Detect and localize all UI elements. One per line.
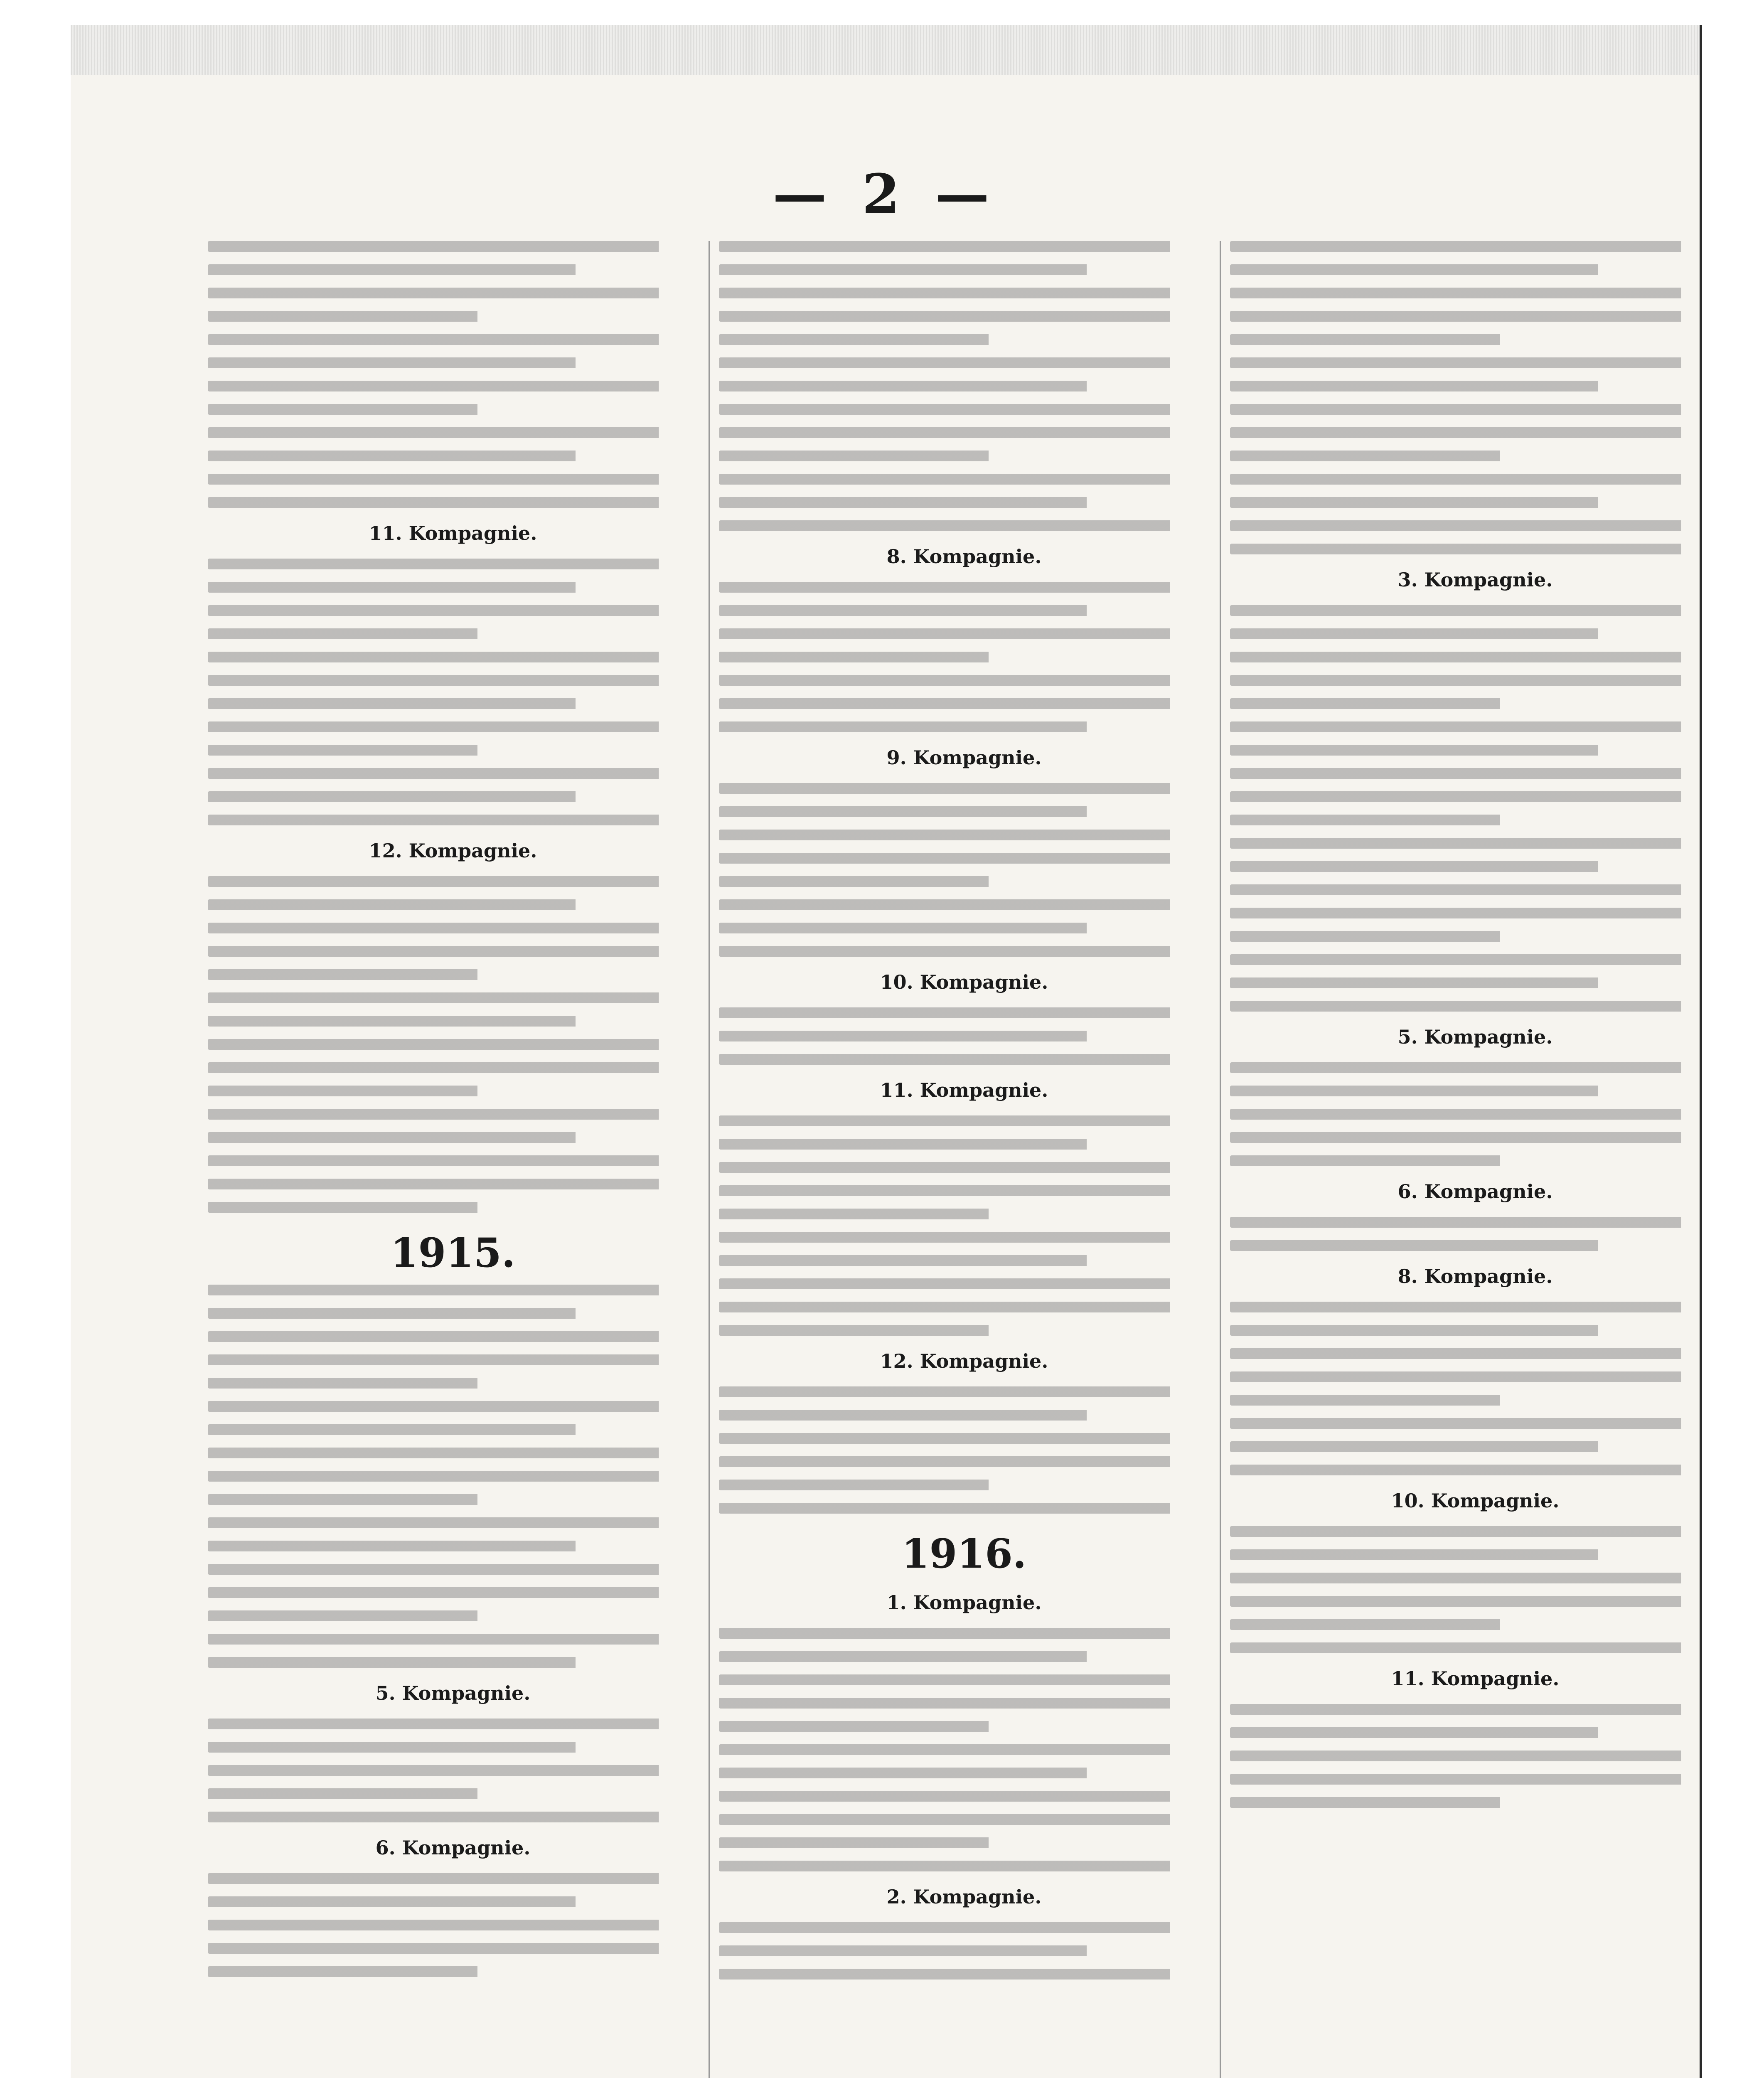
text-line (208, 1765, 698, 1776)
text-line (208, 1308, 698, 1319)
text-line (719, 334, 1209, 345)
text-line (1230, 1240, 1720, 1251)
text-line (719, 1255, 1209, 1266)
column-1 (208, 241, 698, 2078)
text-line (1230, 1132, 1720, 1143)
text-line (208, 451, 698, 461)
text-line (719, 311, 1209, 322)
text-line (1230, 1573, 1720, 1583)
text-line (1230, 791, 1720, 802)
text-line (719, 1861, 1209, 1871)
text-line (1230, 1155, 1720, 1166)
text-line (1230, 605, 1720, 616)
text-line (208, 1378, 698, 1389)
text-line (1230, 721, 1720, 732)
text-line (208, 1062, 698, 1073)
section-heading: 8. Kompagnie. (1397, 1265, 1553, 1288)
text-line (1230, 1774, 1720, 1785)
section-heading: 3. Kompagnie. (1397, 569, 1553, 591)
text-line (719, 497, 1209, 508)
section-heading: 11. Kompagnie. (369, 522, 537, 544)
text-line (1230, 1549, 1720, 1560)
column-3 (1230, 241, 1720, 2078)
text-line (208, 1202, 698, 1213)
text-line (719, 1837, 1209, 1848)
text-line (208, 1541, 698, 1551)
text-line (719, 451, 1209, 461)
text-line (719, 1814, 1209, 1825)
text-line (1230, 334, 1720, 345)
text-line (1230, 1751, 1720, 1761)
text-line (1230, 1596, 1720, 1607)
text-line (719, 1698, 1209, 1709)
text-line (208, 628, 698, 639)
text-line (719, 357, 1209, 368)
text-line (208, 1179, 698, 1189)
text-line (1230, 861, 1720, 872)
text-line (208, 1943, 698, 1954)
text-line (719, 1325, 1209, 1336)
text-line (719, 698, 1209, 709)
text-line (208, 311, 698, 322)
text-line (719, 783, 1209, 794)
text-line (719, 1721, 1209, 1732)
text-line (208, 1742, 698, 1753)
text-line (719, 1480, 1209, 1490)
text-line (1230, 1086, 1720, 1096)
text-line (208, 1587, 698, 1598)
text-line (208, 1086, 698, 1096)
text-line (208, 605, 698, 616)
text-line (719, 1162, 1209, 1173)
text-line (1230, 1348, 1720, 1359)
text-line (208, 1564, 698, 1575)
section-heading: 6. Kompagnie. (1397, 1180, 1553, 1203)
text-line (719, 1945, 1209, 1956)
text-line (719, 652, 1209, 662)
text-line (719, 1302, 1209, 1312)
text-line (719, 1628, 1209, 1639)
text-line (208, 1132, 698, 1143)
text-line (719, 1054, 1209, 1065)
column-2 (719, 241, 1209, 2078)
text-line (208, 815, 698, 825)
text-line (719, 1139, 1209, 1150)
text-line (1230, 357, 1720, 368)
text-line (719, 520, 1209, 531)
text-line (208, 1471, 698, 1482)
text-line (208, 899, 698, 910)
text-line (1230, 768, 1720, 779)
text-line (1230, 474, 1720, 485)
text-line (208, 1920, 698, 1930)
text-line (208, 698, 698, 709)
text-line (208, 721, 698, 732)
text-line (208, 923, 698, 933)
text-line (719, 628, 1209, 639)
text-line (1230, 675, 1720, 686)
text-line (208, 1424, 698, 1435)
section-heading: 6. Kompagnie. (375, 1837, 531, 1859)
text-line (208, 1285, 698, 1295)
section-heading: 8. Kompagnie. (886, 545, 1042, 568)
section-heading: 12. Kompagnie. (880, 1350, 1048, 1372)
text-line (208, 357, 698, 368)
text-line (208, 334, 698, 345)
text-line (719, 830, 1209, 840)
text-line (1230, 884, 1720, 895)
text-line (1230, 977, 1720, 988)
text-line (1230, 652, 1720, 662)
text-line (719, 1433, 1209, 1444)
section-heading: 12. Kompagnie. (369, 840, 537, 862)
text-line (208, 992, 698, 1003)
text-line (1230, 1109, 1720, 1120)
text-line (208, 497, 698, 508)
text-line (208, 1354, 698, 1365)
text-line (208, 876, 698, 887)
text-line (1230, 1217, 1720, 1228)
text-line (1230, 1418, 1720, 1429)
text-line (1230, 264, 1720, 275)
text-line (208, 946, 698, 957)
section-heading: 5. Kompagnie. (1397, 1026, 1553, 1048)
column-divider (1220, 241, 1221, 2078)
text-line (208, 427, 698, 438)
text-line (208, 675, 698, 686)
text-line (208, 582, 698, 593)
text-line (1230, 288, 1720, 298)
text-line (719, 582, 1209, 593)
text-line (1230, 1619, 1720, 1630)
text-line (1230, 1465, 1720, 1475)
text-line (208, 264, 698, 275)
text-line (719, 1232, 1209, 1243)
text-line (719, 1115, 1209, 1126)
text-line (1230, 451, 1720, 461)
text-line (1230, 404, 1720, 415)
text-line (719, 404, 1209, 415)
text-line (1230, 1062, 1720, 1073)
text-line (1230, 381, 1720, 391)
text-line (1230, 1001, 1720, 1012)
text-line (719, 1031, 1209, 1041)
text-line (208, 474, 698, 485)
text-line (208, 1719, 698, 1729)
text-line (719, 1456, 1209, 1467)
year-heading: 1915. (390, 1229, 516, 1276)
text-line (208, 768, 698, 779)
text-line (208, 1634, 698, 1645)
text-line (719, 605, 1209, 616)
page-number: — 2 — (773, 162, 998, 226)
text-line (1230, 1797, 1720, 1808)
text-line (1230, 311, 1720, 322)
text-line (719, 876, 1209, 887)
column-divider (709, 241, 710, 2078)
text-line (208, 1039, 698, 1050)
text-line (208, 1896, 698, 1907)
text-line (1230, 838, 1720, 849)
text-line (719, 1768, 1209, 1778)
text-line (208, 1966, 698, 1977)
text-line (1230, 815, 1720, 825)
text-line (719, 721, 1209, 732)
text-line (719, 1651, 1209, 1662)
scanned-page (71, 25, 1702, 2078)
text-line (208, 559, 698, 569)
text-line (1230, 427, 1720, 438)
text-line (208, 1873, 698, 1884)
text-line (208, 1657, 698, 1668)
text-line (208, 241, 698, 252)
text-line (719, 675, 1209, 686)
text-line (719, 946, 1209, 957)
text-line (208, 1155, 698, 1166)
text-line (1230, 1325, 1720, 1336)
text-line (719, 1922, 1209, 1933)
section-heading: 10. Kompagnie. (880, 971, 1048, 993)
text-line (1230, 1441, 1720, 1452)
text-line (208, 745, 698, 756)
text-line (719, 1386, 1209, 1397)
text-line (208, 1016, 698, 1027)
text-line (719, 1744, 1209, 1755)
text-line (1230, 520, 1720, 531)
text-line (208, 969, 698, 980)
text-line (208, 791, 698, 802)
text-line (719, 899, 1209, 910)
text-line (208, 1812, 698, 1822)
text-line (719, 1791, 1209, 1802)
text-line (1230, 1526, 1720, 1537)
scan-texture (71, 25, 1700, 75)
text-line (208, 1788, 698, 1799)
text-line (719, 1209, 1209, 1219)
section-heading: 11. Kompagnie. (1391, 1667, 1560, 1690)
text-line (208, 404, 698, 415)
text-line (719, 1674, 1209, 1685)
text-line (1230, 1302, 1720, 1312)
section-heading: 11. Kompagnie. (880, 1079, 1048, 1101)
text-line (719, 264, 1209, 275)
text-line (1230, 1727, 1720, 1738)
text-line (208, 1517, 698, 1528)
text-line (719, 1185, 1209, 1196)
section-heading: 5. Kompagnie. (375, 1682, 531, 1704)
text-line (719, 853, 1209, 864)
text-line (719, 288, 1209, 298)
text-line (208, 288, 698, 298)
text-line (1230, 497, 1720, 508)
section-heading: 10. Kompagnie. (1391, 1490, 1560, 1512)
text-line (1230, 544, 1720, 554)
text-line (208, 1448, 698, 1458)
text-line (1230, 1642, 1720, 1653)
text-line (1230, 1371, 1720, 1382)
text-line (719, 923, 1209, 933)
text-line (208, 1109, 698, 1120)
text-line (208, 652, 698, 662)
section-heading: 2. Kompagnie. (886, 1886, 1042, 1908)
year-heading: 1916. (901, 1530, 1027, 1577)
text-line (719, 1410, 1209, 1421)
text-line (1230, 1395, 1720, 1406)
text-line (208, 381, 698, 391)
text-line (1230, 628, 1720, 639)
text-line (1230, 908, 1720, 918)
text-line (1230, 954, 1720, 965)
text-line (719, 1278, 1209, 1289)
text-line (719, 806, 1209, 817)
text-line (719, 381, 1209, 391)
text-line (208, 1331, 698, 1342)
text-line (719, 474, 1209, 485)
text-line (1230, 241, 1720, 252)
text-line (1230, 931, 1720, 942)
text-line (1230, 698, 1720, 709)
text-line (208, 1401, 698, 1412)
text-line (719, 1503, 1209, 1514)
text-line (719, 241, 1209, 252)
section-heading: 1. Kompagnie. (886, 1591, 1042, 1614)
text-line (1230, 1704, 1720, 1715)
text-line (208, 1610, 698, 1621)
text-line (1230, 745, 1720, 756)
text-line (719, 1007, 1209, 1018)
text-line (719, 1969, 1209, 1980)
text-line (208, 1494, 698, 1505)
text-line (719, 427, 1209, 438)
section-heading: 9. Kompagnie. (886, 746, 1042, 769)
